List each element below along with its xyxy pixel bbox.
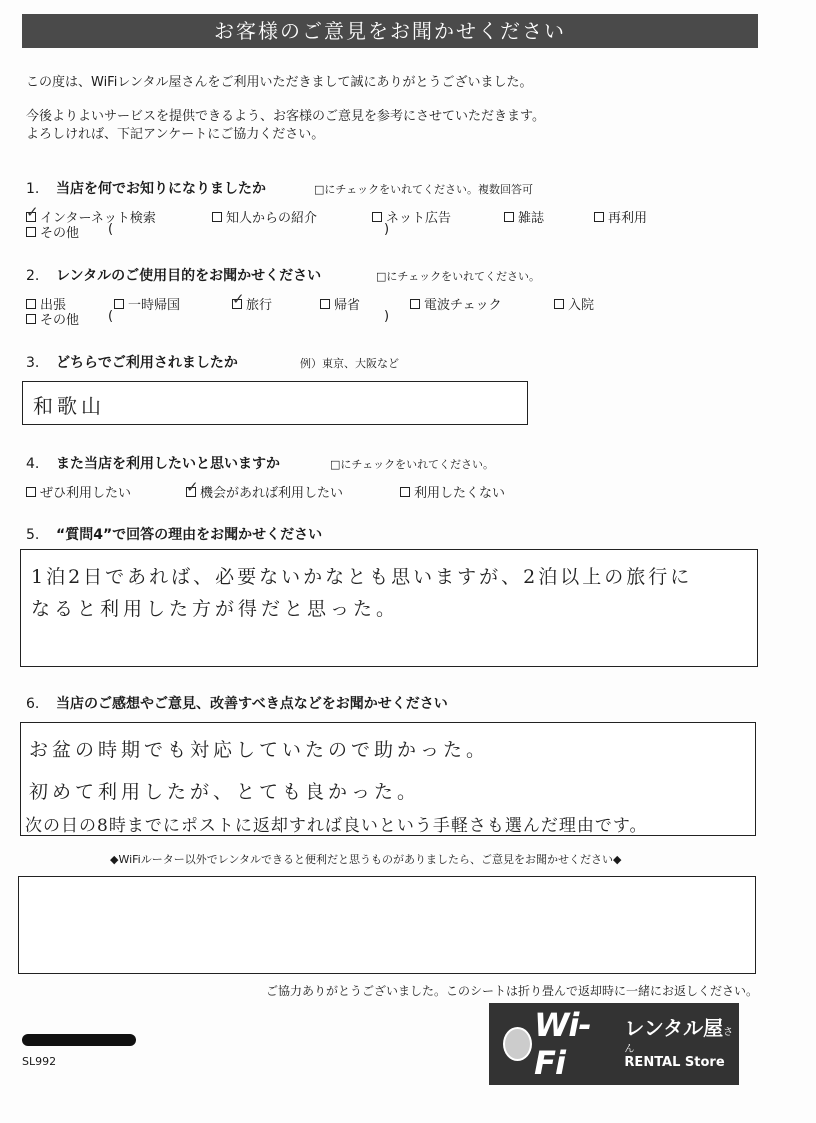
q2-title: 2. レンタルのご使用目的をお聞かせください	[26, 268, 322, 284]
q1-note: □にチェックをいれてください。複数回答可	[314, 183, 534, 196]
q6-answer-box[interactable]	[20, 722, 756, 836]
checkbox[interactable]	[26, 227, 36, 237]
q2-option-signal-check[interactable]: 電波チェック	[410, 294, 502, 313]
q1-title: 1. 当店を何でお知りになりましたか	[26, 181, 266, 197]
q5-title: 5. “質問4”で回答の理由をお聞かせください	[26, 527, 323, 543]
q6-answer-line-1: お盆の時期でも対応していたので助かった。	[29, 739, 490, 761]
logo-san-text: さん	[624, 1027, 734, 1056]
checkbox[interactable]	[320, 299, 330, 309]
q4-option-definitely[interactable]: ぜひ利用したい	[26, 482, 131, 501]
checkbox[interactable]	[410, 299, 420, 309]
check-mark-icon: ✓	[26, 202, 39, 221]
checkbox[interactable]	[554, 299, 564, 309]
checkbox[interactable]	[26, 487, 36, 497]
q2-other-open-paren: (	[108, 309, 114, 324]
survey-title: お客様のご意見をお聞かせください	[22, 14, 758, 48]
q1-option-magazine[interactable]: 雑誌	[504, 207, 544, 226]
checkbox[interactable]	[114, 299, 124, 309]
q3-answer-box[interactable]	[22, 381, 528, 425]
form-code: SL992	[22, 1055, 57, 1068]
mascot-icon	[503, 1027, 532, 1061]
q5-answer-box[interactable]	[20, 549, 758, 667]
q1-option-net-ad[interactable]: ネット広告	[372, 207, 451, 226]
logo-en-text: RENTAL Store	[624, 1055, 725, 1071]
intro-line-1: この度は、WiFiレンタル屋さんをご利用いただきまして誠にありがとうございました。	[26, 75, 533, 90]
q4-option-if-chance[interactable]: ✓ 機会があれば利用したい	[186, 477, 344, 501]
q2-option-return-home[interactable]: 一時帰国	[114, 294, 180, 313]
q4-option-no[interactable]: 利用したくない	[400, 482, 505, 501]
q2-note: □にチェックをいれてください。	[376, 270, 541, 283]
check-mark-icon: ✓	[232, 289, 245, 308]
q3-title: 3. どちらでご利用されましたか	[26, 355, 238, 371]
logo-text-block	[624, 1018, 739, 1069]
q1-option-reuse[interactable]: 再利用	[594, 207, 647, 226]
q4-title: 4. また当店を利用したいと思いますか	[26, 456, 280, 472]
q2-option-homecoming[interactable]: 帰省	[320, 294, 360, 313]
checkbox[interactable]	[594, 212, 604, 222]
q3-answer: 和歌山	[33, 394, 105, 418]
q5-answer-line-1: 1泊2日であれば、必要ないかなとも思いますが、2泊以上の旅行に	[31, 566, 693, 588]
logo-jp-text: レンタル屋	[624, 1016, 724, 1041]
footer-thanks: ご協力ありがとうございました。このシートは折り畳んで返却時に一緒にお返しください。	[266, 984, 759, 998]
q1-other-open-paren: (	[108, 222, 114, 237]
q1-other-close-paren: )	[384, 222, 390, 237]
q1-option-referral[interactable]: 知人からの紹介	[212, 207, 317, 226]
q1-option-other[interactable]: その他	[26, 222, 79, 241]
q7-answer-box[interactable]	[18, 876, 756, 974]
logo-wifi-text: Wi-Fi	[534, 1006, 591, 1082]
q2-option-travel[interactable]: ✓ 旅行	[232, 289, 273, 313]
redacted-serial	[22, 1034, 136, 1046]
check-mark-icon: ✓	[186, 477, 199, 496]
wifi-rental-logo	[489, 1003, 739, 1085]
checkbox[interactable]	[212, 212, 222, 222]
q7-prompt: ◆WiFiルーター以外でレンタルできると便利だと思うものがありましたら、ご意見をお聞かせください◆	[110, 853, 622, 866]
q6-title: 6. 当店のご感想やご意見、改善すべき点などをお聞かせください	[26, 696, 448, 712]
checkbox[interactable]	[26, 314, 36, 324]
q5-answer-line-2: なると利用した方が得だと思った。	[31, 598, 400, 620]
checkbox[interactable]	[400, 487, 410, 497]
intro-line-3: よろしければ、下記アンケートにご協力ください。	[26, 127, 325, 142]
checkbox[interactable]	[26, 202, 39, 222]
q2-option-business[interactable]: 出張	[26, 294, 66, 313]
checkbox[interactable]	[232, 289, 245, 309]
q1-option-internet[interactable]: ✓ インターネット検索	[26, 202, 156, 226]
q6-answer-line-3: 次の日の8時までにポストに返却すれば良いという手軽さも選んだ理由です。	[25, 816, 648, 836]
q4-note: □にチェックをいれてください。	[330, 458, 495, 471]
checkbox[interactable]	[504, 212, 514, 222]
checkbox[interactable]	[186, 477, 199, 497]
q3-note: 例）東京、大阪など	[300, 357, 399, 370]
checkbox[interactable]	[372, 212, 382, 222]
checkbox[interactable]	[26, 299, 36, 309]
q2-other-close-paren: )	[384, 309, 390, 324]
q2-option-hospital[interactable]: 入院	[554, 294, 594, 313]
q6-answer-line-2: 初めて利用したが、とても良かった。	[29, 781, 421, 803]
q2-option-other[interactable]: その他	[26, 309, 79, 328]
intro-line-2: 今後よりよいサービスを提供できるよう、お客様のご意見を参考にさせていただきます。	[26, 109, 545, 124]
